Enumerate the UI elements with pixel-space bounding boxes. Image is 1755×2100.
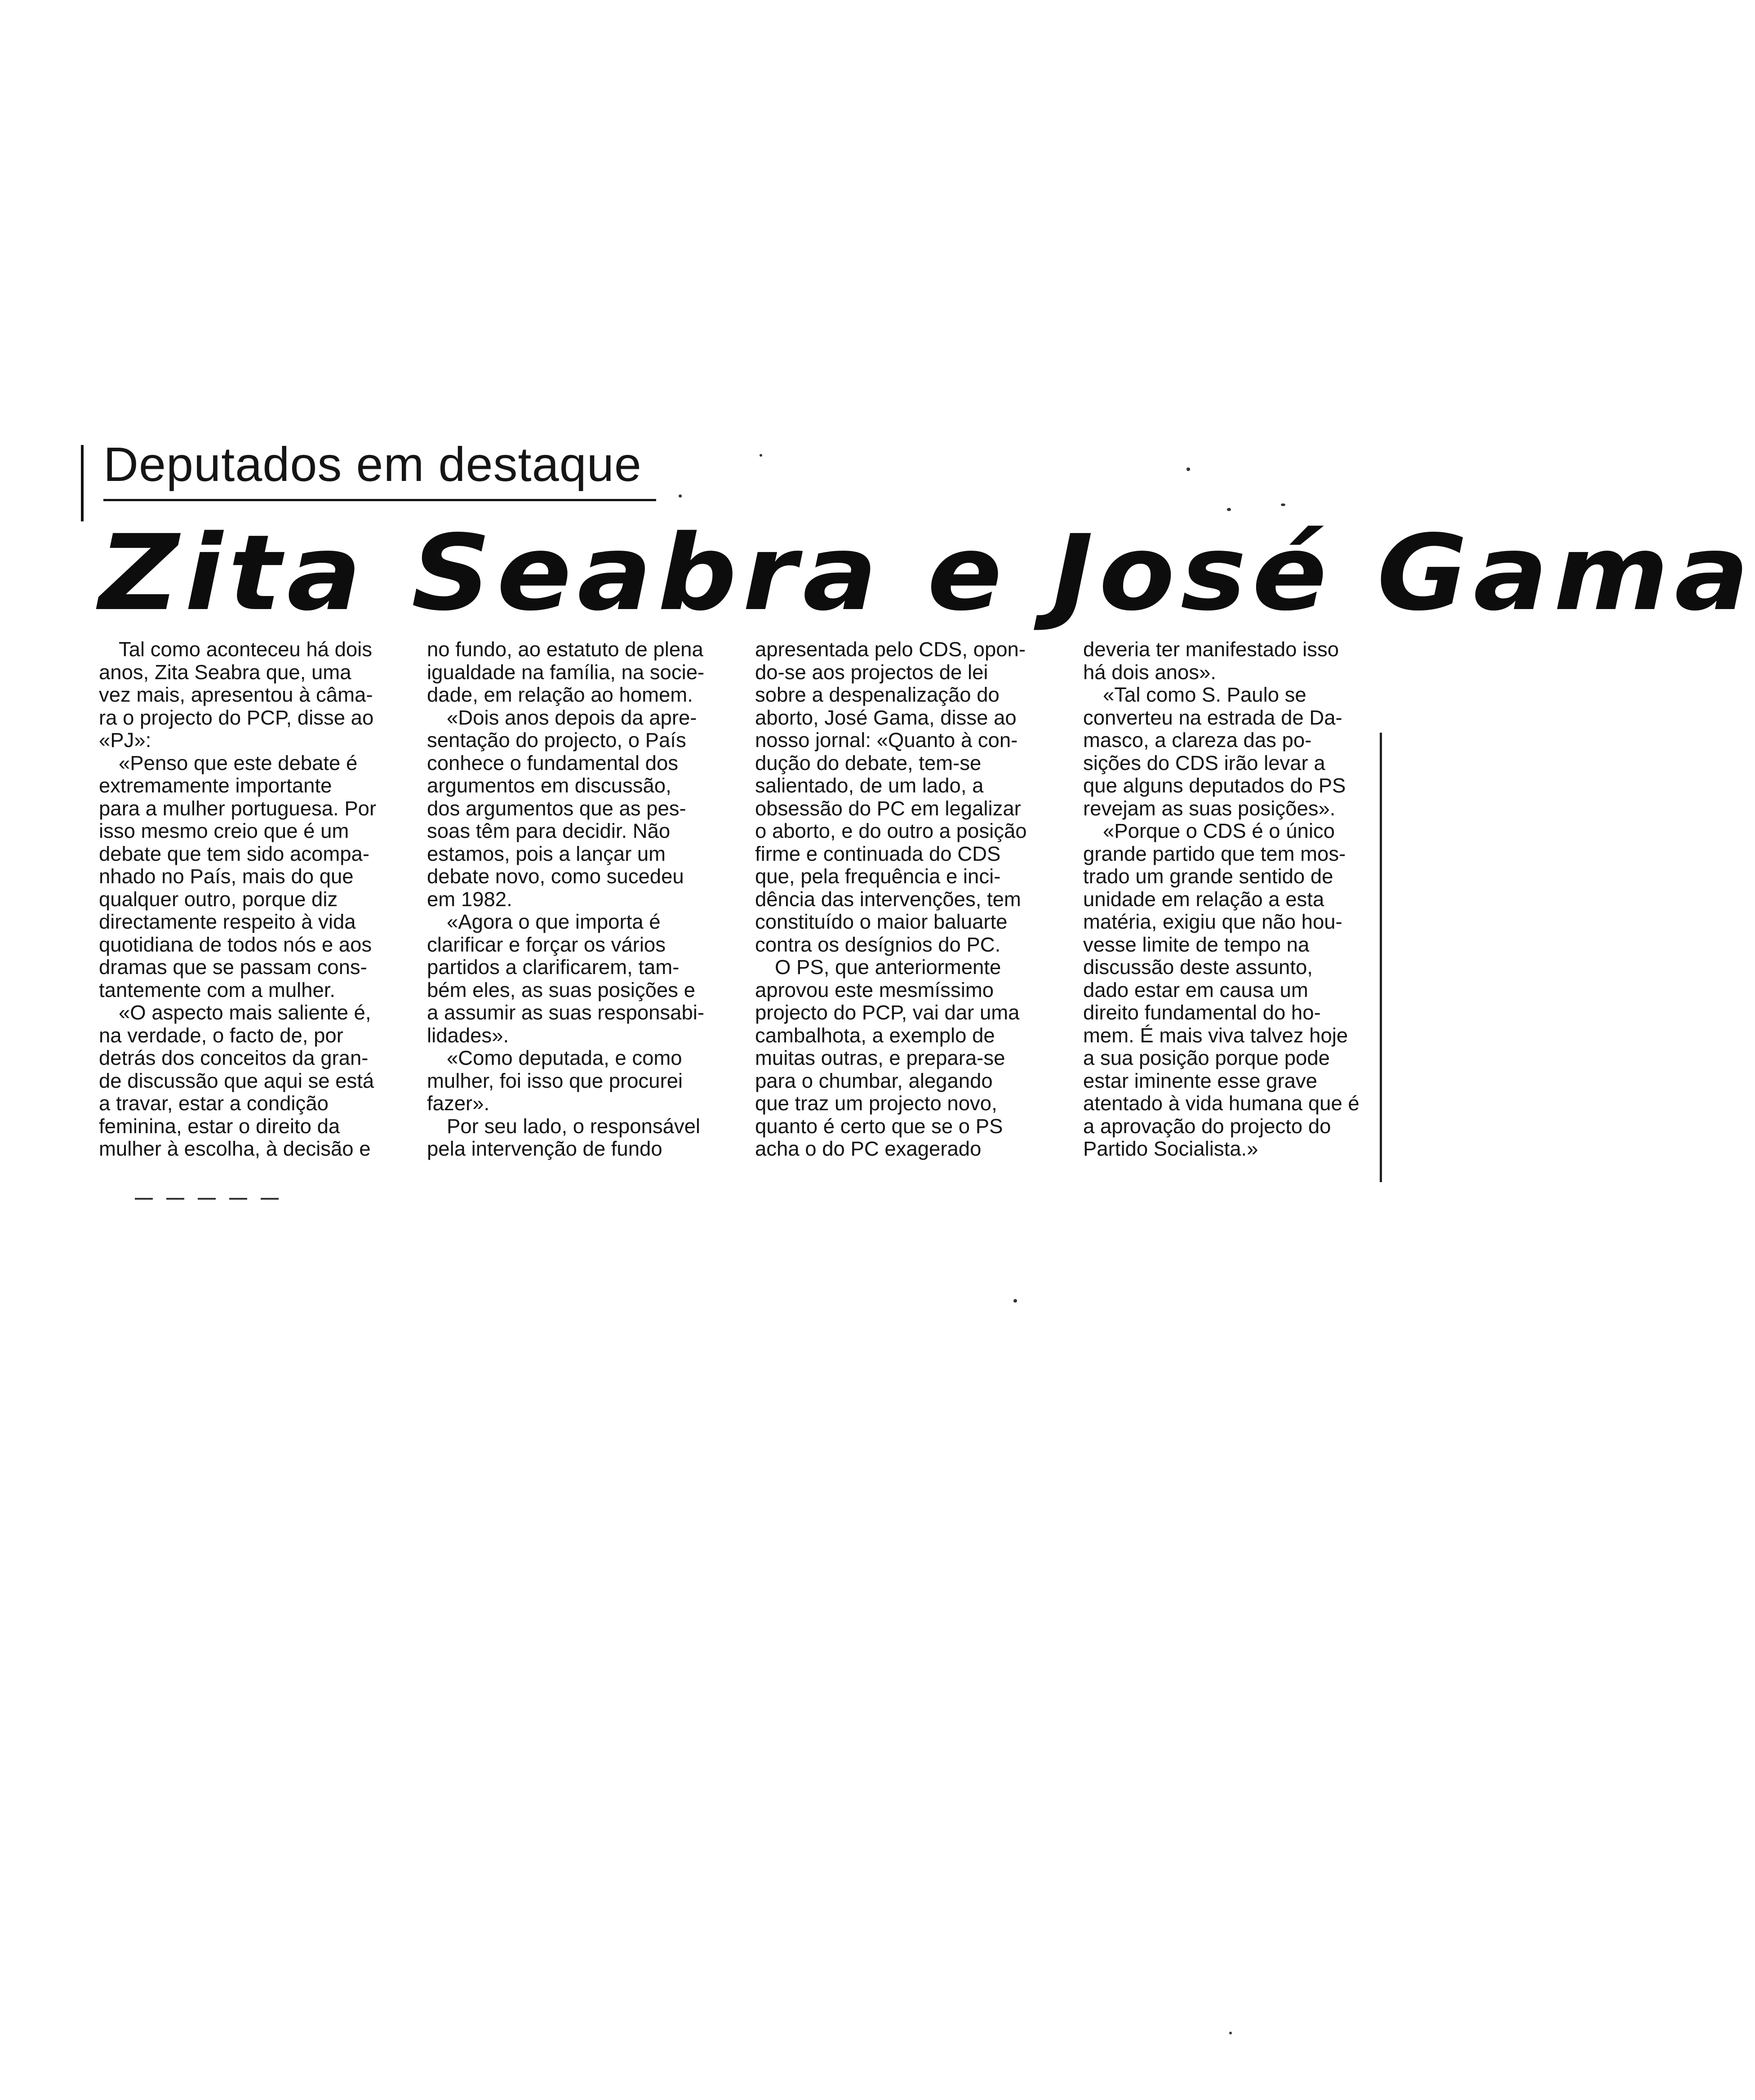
paragraph: «Como deputada, e como mulher, foi isso que procurei fazer». [427, 1046, 683, 1115]
column-4 [1083, 638, 1389, 1161]
paragraph: «Porque o CDS é o único grande partido que tem mos- trado um grande sentido de unidade em relação a esta matéria, exigiu que não hou- vesse limite de tempo na discussão deste assunto, dado estar em causa um direito fundamental do ho- mem. É mais viva talvez hoje a sua posição porque pode estar iminente esse grave atentado à vida humana que é a aprovação do projecto do Partido Socialista.» [1083, 819, 1360, 1160]
article-body [99, 638, 1393, 1205]
paragraph: «Penso que este debate é extremamente importante para a mulher portuguesa. Por isso mesmo creio que é um debate que tem sido acompa- nhado no País, mais do que qualquer outro, porque diz directamente respeito à vida quotidiana de todos nós e aos dramas que se passam cons- tantemente com a mulher. [99, 751, 377, 1001]
print-speck [1013, 1299, 1017, 1303]
print-speck [679, 494, 682, 498]
column-1 [99, 638, 395, 1161]
print-speck [760, 454, 762, 457]
column-2 [427, 638, 724, 1161]
print-speck [1281, 503, 1285, 506]
paragraph: deveria ter manifestado isso há dois anos». [1083, 638, 1339, 684]
paragraph: Tal como aconteceu há dois anos, Zita Seabra que, uma vez mais, apresentou à câma- ra o projecto do PCP, disse ao «PJ»: [99, 638, 374, 752]
print-speck [1229, 2032, 1232, 2034]
paragraph: «Dois anos depois da apre- sentação do projecto, o País conhece o fundamental dos argumentos em discussão, dos argumentos que as pes- soas têm para decidir. Não estamos, pois a lançar um debate novo, como sucedeu em 1982. [427, 706, 697, 911]
paragraph: «Agora o que importa é clarificar e forçar os vários partidos a clarificarem, tam- bém eles, as suas posições e a assumir as suas responsabi- lidades». [427, 910, 705, 1047]
section-kicker: Deputados em destaque [103, 437, 642, 491]
paragraph: Por seu lado, o responsável pela intervenção de fundo [427, 1114, 701, 1160]
end-rule [135, 1198, 279, 1200]
paragraph: O PS, que anteriormente aprovou este mesmíssimo projecto do PCP, vai dar uma cambalhota, a exemplo de muitas outras, e prepara-se para o chumbar, alegando que traz um projecto novo, quanto é certo que se o PS acha o do PC exagerado [755, 956, 1020, 1160]
print-speck [1186, 467, 1190, 471]
paragraph: no fundo, ao estatuto de plena igualdade na família, na socie- dade, em relação ao homem. [427, 638, 705, 706]
headline: Zita Seabra e José Gama [99, 512, 1755, 634]
paragraph: apresentada pelo CDS, opon- do-se aos projectos de lei sobre a despenalização do aborto, José Gama, disse ao nosso jornal: «Quanto à con- dução do debate, tem-se salientado, de um lado, a obsessão do PC em legalizar o aborto, e do outro a posição firme e continuada do CDS que, pela frequência e inci- dência das intervenções, tem constituído o maior baluarte contra os desígnios do PC. [755, 638, 1027, 956]
paragraph: «Tal como S. Paulo se converteu na estrada de Da- masco, a clareza das po- sições do CDS irão levar a que alguns deputados do PS revejam as suas posições». [1083, 683, 1346, 820]
kicker-underline [103, 499, 656, 501]
newspaper-clipping [76, 427, 1755, 1227]
paragraph: «O aspecto mais saliente é, na verdade, o facto de, por detrás dos conceitos da gran- de discussão que aqui se está a travar, estar a condição feminina, estar o direito da mulher à escolha, à decisão e [99, 1001, 374, 1160]
column-3 [755, 638, 1052, 1161]
kicker-bar [81, 445, 84, 521]
print-speck [1227, 508, 1231, 511]
column-border-right [1380, 733, 1382, 1182]
